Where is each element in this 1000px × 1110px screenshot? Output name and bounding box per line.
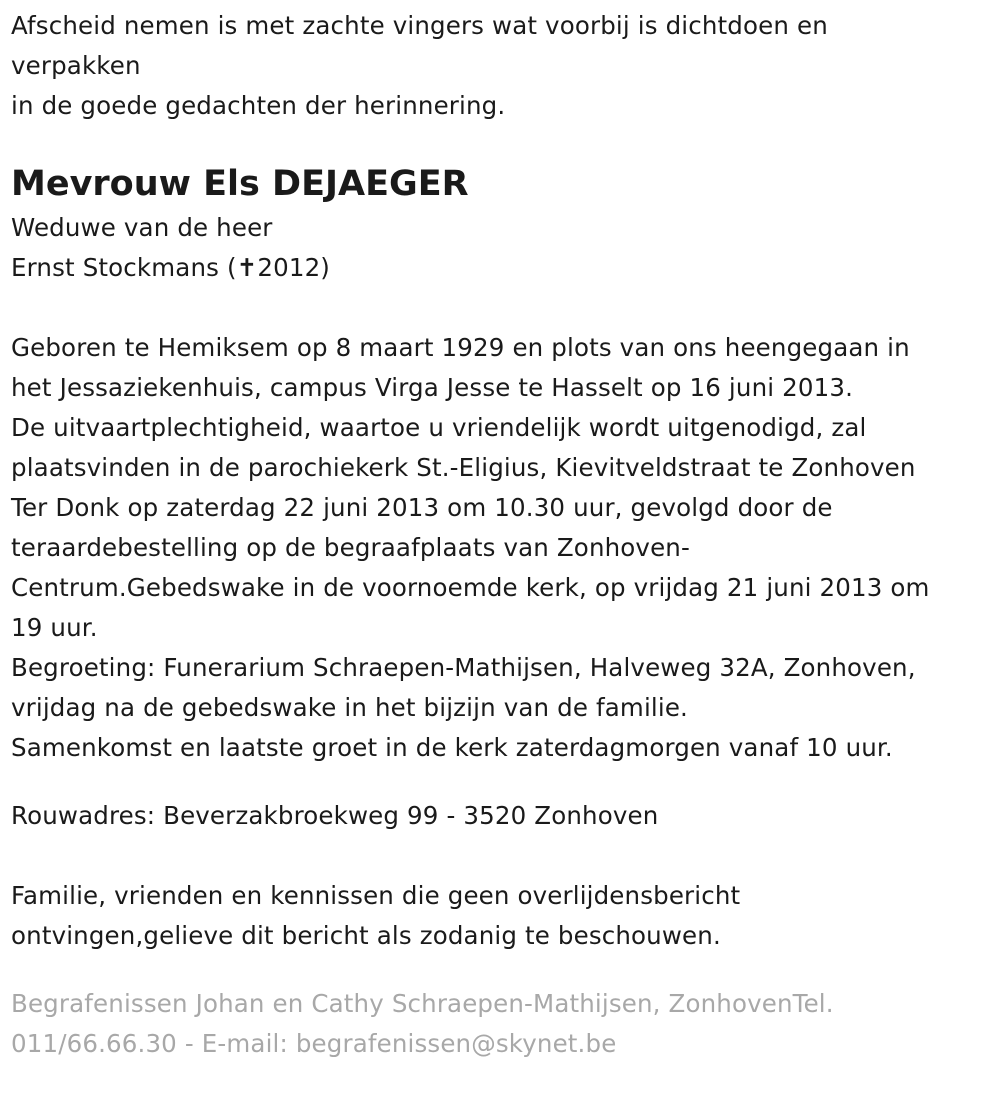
quote-line: in de goede gedachten der herinnering. <box>11 91 506 120</box>
announcement-line: Begroeting: Funerarium Schraepen-Mathijsen, Halveweg 32A, Zonhoven, <box>11 653 916 682</box>
quote-line: verpakken <box>11 51 141 80</box>
relation-block <box>11 208 988 288</box>
notice-line: Familie, vrienden en kennissen die geen overlijdensbericht <box>11 881 741 910</box>
announcement-line: Centrum.Gebedswake in de voornoemde kerk, op vrijdag 21 juni 2013 om <box>11 573 930 602</box>
announcement-line: Geboren te Hemiksem op 8 maart 1929 en plots van ons heengegaan in <box>11 333 910 362</box>
notice-text <box>11 876 988 956</box>
announcement-line: teraardebestelling op de begraafplaats van Zonhoven- <box>11 533 690 562</box>
footer-line: 011/66.66.30 - E-mail: begrafenissen@skynet.be <box>11 1029 617 1058</box>
opening-quote <box>11 6 988 126</box>
announcement-line: vrijdag na de gebedswake in het bijzijn van de familie. <box>11 693 688 722</box>
deceased-name: Mevrouw Els DEJAEGER <box>11 164 469 204</box>
mourning-address: Rouwadres: Beverzakbroekweg 99 - 3520 Zonhoven <box>11 801 659 830</box>
announcement-line: plaatsvinden in de parochiekerk St.-Eligius, Kievitveldstraat te Zonhoven <box>11 453 916 482</box>
announcement-text <box>11 328 988 768</box>
relation-line: Weduwe van de heer <box>11 213 273 242</box>
announcement-line: Samenkomst en laatste groet in de kerk zaterdagmorgen vanaf 10 uur. <box>11 733 893 762</box>
announcement-line: het Jessaziekenhuis, campus Virga Jesse te Hasselt op 16 juni 2013. <box>11 373 854 402</box>
funeral-home-footer <box>11 984 988 1064</box>
announcement-line: 19 uur. <box>11 613 98 642</box>
spacer <box>11 288 988 328</box>
spacer <box>11 768 988 796</box>
announcement-line: De uitvaartplechtigheid, waartoe u vriendelijk wordt uitgenodigd, zal <box>11 413 867 442</box>
spacer <box>11 836 988 876</box>
announcement-line: Ter Donk op zaterdag 22 juni 2013 om 10.30 uur, gevolgd door de <box>11 493 833 522</box>
footer-line: Begrafenissen Johan en Cathy Schraepen-Mathijsen, ZonhovenTel. <box>11 989 834 1018</box>
quote-line: Afscheid nemen is met zachte vingers wat voorbij is dichtdoen en <box>11 11 828 40</box>
notice-line: ontvingen,gelieve dit bericht als zodanig te beschouwen. <box>11 921 721 950</box>
relation-line: Ernst Stockmans (✝2012) <box>11 253 331 282</box>
